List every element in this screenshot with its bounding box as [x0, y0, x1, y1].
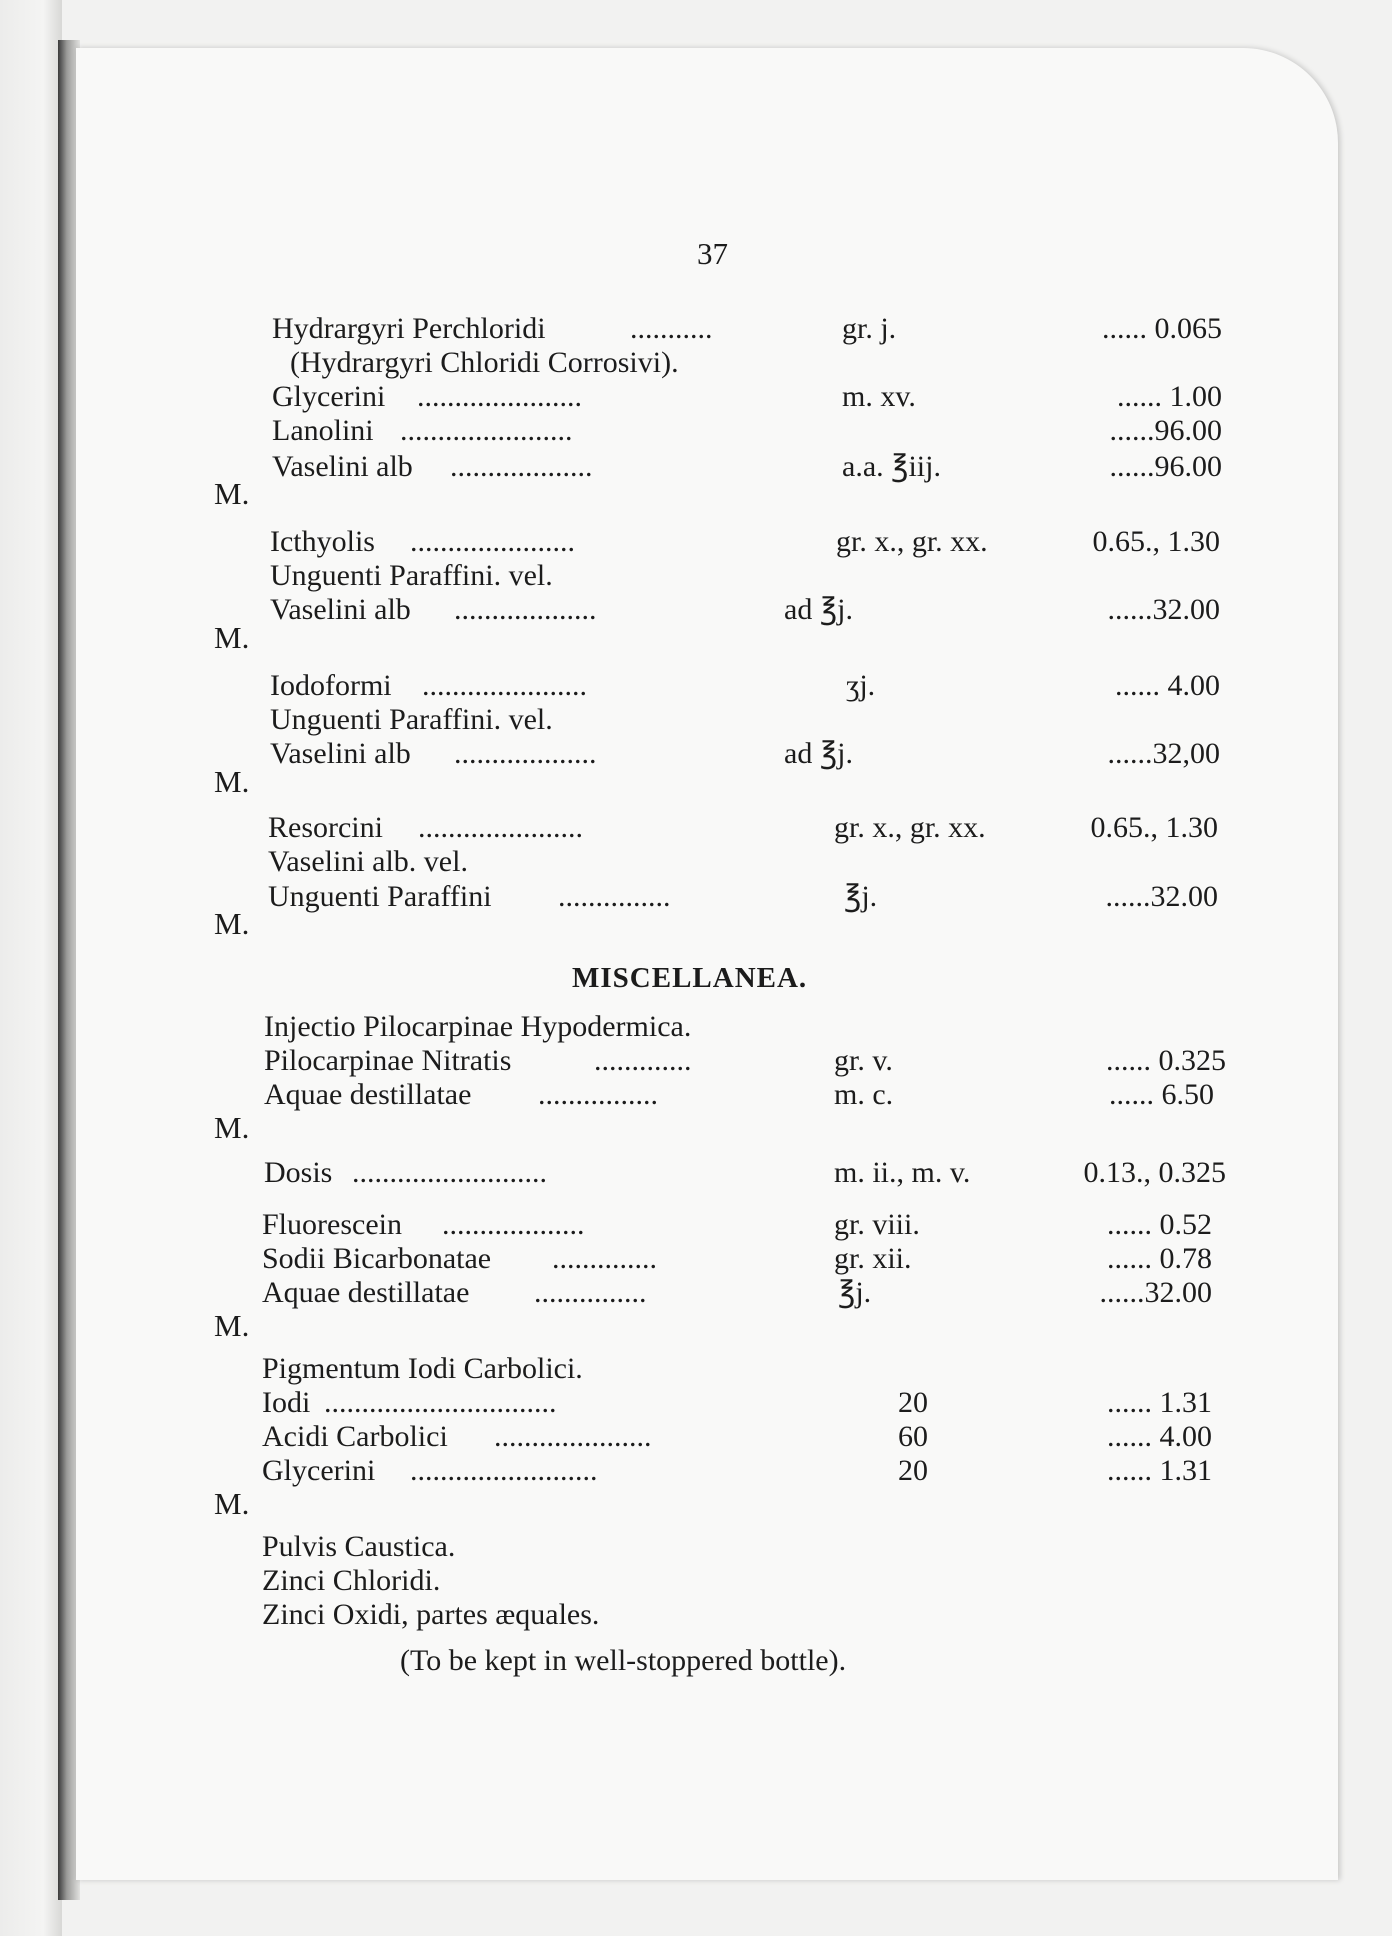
- leader-dots: ...............................: [324, 1386, 557, 1419]
- ingredient-name: Iodi: [262, 1386, 311, 1419]
- recipe-title-text: Pigmentum Iodi Carbolici.: [262, 1352, 583, 1385]
- leader-dots: ......................: [410, 525, 575, 558]
- ingredient-name: Glycerini: [272, 380, 386, 413]
- dose: ℥j.: [838, 1276, 872, 1309]
- amount: ...... 1.00: [1117, 380, 1222, 413]
- amount: ...... 0.78: [1107, 1242, 1212, 1275]
- amount: 0.65., 1.30: [1092, 525, 1220, 558]
- recipe-title: Pulvis Caustica.: [262, 1530, 456, 1563]
- dose: ad ℥j.: [784, 737, 853, 770]
- ingredient-name: Zinci Oxidi, partes æquales.: [262, 1598, 600, 1631]
- ingredient-name: (Hydrargyri Chloridi Corrosivi).: [290, 346, 679, 379]
- ingredient-name: Unguenti Paraffini. vel.: [270, 703, 553, 736]
- amount: ...... 4.00: [1107, 1420, 1212, 1453]
- ingredient-name: Hydrargyri Perchloridi: [272, 312, 546, 345]
- leader-dots: ...................: [450, 450, 593, 483]
- dose: 20: [898, 1386, 928, 1419]
- dose: ad ℥j.: [784, 593, 853, 626]
- amount: ......32,00: [1107, 737, 1220, 770]
- misce-mark: M.: [214, 906, 250, 941]
- leader-dots: ......................: [418, 811, 583, 844]
- misce-mark: M.: [214, 1486, 250, 1521]
- leader-dots: ......................: [422, 669, 587, 702]
- ingredient-name: Vaselini alb. vel.: [268, 845, 468, 878]
- ingredient-name: Aquae destillatae: [264, 1078, 472, 1111]
- ingredient-name: Aquae destillatae: [262, 1276, 470, 1309]
- ingredient-name: Vaselini alb: [270, 593, 411, 626]
- dose: ʒj.: [846, 669, 876, 702]
- dose: 60: [898, 1420, 928, 1453]
- leader-dots: ......................: [417, 380, 582, 413]
- dose: m. ii., m. v.: [834, 1156, 971, 1189]
- leader-dots: ...............: [558, 880, 671, 913]
- dose: gr. j.: [842, 312, 897, 345]
- amount: ...... 0.325: [1106, 1044, 1226, 1077]
- leader-dots: ...........: [630, 312, 713, 345]
- dose: gr. viii.: [834, 1208, 920, 1241]
- leader-dots: ...................: [454, 593, 597, 626]
- amount: ...... 4.00: [1115, 669, 1220, 702]
- dose: gr. x., gr. xx.: [834, 811, 986, 844]
- previous-page-edge: [0, 0, 62, 1936]
- leader-dots: .........................: [410, 1454, 598, 1487]
- ingredient-name: Acidi Carbolici: [262, 1420, 448, 1453]
- leader-dots: ................: [538, 1078, 658, 1111]
- dose: gr. xii.: [834, 1242, 912, 1275]
- ingredient-name: Fluorescein: [262, 1208, 402, 1241]
- leader-dots: ..........................: [352, 1156, 547, 1189]
- ingredient-name: Dosis: [264, 1156, 333, 1189]
- amount: ...... 0.52: [1107, 1208, 1212, 1241]
- dose: m. c.: [834, 1078, 894, 1111]
- amount: ...... 6.50: [1109, 1078, 1214, 1111]
- misce-mark: M.: [214, 1110, 250, 1145]
- leader-dots: ...................: [442, 1208, 585, 1241]
- amount: ......32.00: [1105, 880, 1218, 913]
- ingredient-name: Iodoformi: [270, 669, 392, 702]
- amount: 0.13., 0.325: [1083, 1156, 1226, 1189]
- ingredient-name: Glycerini: [262, 1454, 376, 1487]
- misce-mark: M.: [214, 476, 250, 511]
- misce-mark: M.: [214, 620, 250, 655]
- ingredient-name: Pilocarpinae Nitratis: [264, 1044, 512, 1077]
- section-heading: MISCELLANEA.: [572, 962, 808, 994]
- leader-dots: ...............: [534, 1276, 647, 1309]
- misce-mark: M.: [214, 764, 250, 799]
- amount: ...... 1.31: [1107, 1386, 1212, 1419]
- ingredient-name: Unguenti Paraffini. vel.: [270, 559, 553, 592]
- ingredient-name: Unguenti Paraffini: [268, 880, 492, 913]
- ingredient-name: Resorcini: [268, 811, 383, 844]
- amount: ...... 0.065: [1102, 312, 1222, 345]
- ingredient-name: Sodii Bicarbonatae: [262, 1242, 492, 1275]
- amount: ......32.00: [1099, 1276, 1212, 1309]
- amount: ......96.00: [1109, 450, 1222, 483]
- ingredient-name: Lanolini: [272, 414, 374, 447]
- ingredient-name: Zinci Chloridi.: [262, 1564, 441, 1597]
- dose: m. xv.: [842, 380, 916, 413]
- leader-dots: .......................: [400, 414, 573, 447]
- dose: ℥j.: [844, 880, 878, 913]
- recipe-title-text: Injectio Pilocarpinae Hypodermica.: [264, 1010, 692, 1043]
- storage-note: (To be kept in well-stoppered bottle).: [400, 1644, 847, 1677]
- dose: a.a. ℥iij.: [842, 450, 941, 483]
- dose: 20: [898, 1454, 928, 1487]
- page-number: 37: [697, 236, 728, 271]
- leader-dots: .....................: [494, 1420, 652, 1453]
- leader-dots: ...................: [454, 737, 597, 770]
- ingredient-name: Vaselini alb: [272, 450, 413, 483]
- dose: gr. x., gr. xx.: [836, 525, 988, 558]
- amount: 0.65., 1.30: [1090, 811, 1218, 844]
- misce-mark: M.: [214, 1308, 250, 1343]
- ingredient-name: Vaselini alb: [270, 737, 411, 770]
- leader-dots: ..............: [552, 1242, 657, 1275]
- leader-dots: .............: [594, 1044, 692, 1077]
- amount: ......32.00: [1107, 593, 1220, 626]
- dose: gr. v.: [834, 1044, 893, 1077]
- amount: ......96.00: [1109, 414, 1222, 447]
- amount: ...... 1.31: [1107, 1454, 1212, 1487]
- ingredient-name: Icthyolis: [270, 525, 375, 558]
